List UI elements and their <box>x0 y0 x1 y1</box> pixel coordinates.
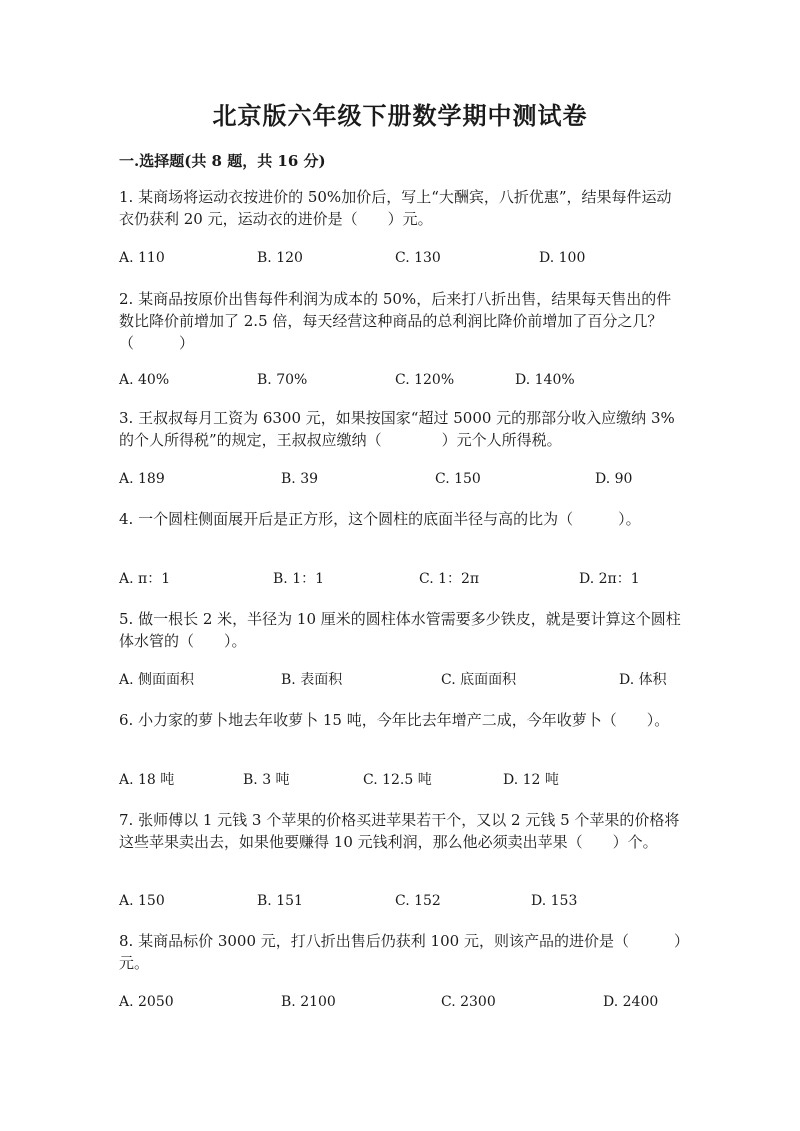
options-row <box>119 468 679 490</box>
options-row <box>119 991 679 1013</box>
question-text: 3. 王叔叔每月工资为 6300 元，如果按国家“超过 5000 元的那部分收入应缴纳 3%的个人所得税”的规定，王叔叔应缴纳（ ）元个人所得税。 <box>119 409 675 449</box>
options-row <box>119 369 679 391</box>
option-a: A. 40% <box>119 372 170 388</box>
options-row <box>119 890 679 912</box>
option-a: A. 侧面面积 <box>119 672 195 688</box>
question-text: 4. 一个圆柱侧面展开后是正方形，这个圆柱的底面半径与高的比为（ ）。 <box>119 510 641 528</box>
option-b: B. 2100 <box>281 994 336 1010</box>
option-b: B. 120 <box>257 250 303 266</box>
question-text: 7. 张师傅以 1 元钱 3 个苹果的价格买进苹果若干个，又以 2 元钱 5 个苹果的价格将这些苹果卖出去，如果他要赚得 10 元钱利润，那么他必须卖出苹果（ ）个。 <box>119 811 680 851</box>
options-row <box>119 769 679 791</box>
option-d: D. 12 吨 <box>503 772 559 788</box>
question-text: 6. 小力家的萝卜地去年收萝卜 15 吨，今年比去年增产二成，今年收萝卜（ ）。 <box>119 711 670 729</box>
section-heading: 一.选择题(共 8 题，共 16 分) <box>119 152 326 170</box>
option-d: D. 2400 <box>603 994 659 1010</box>
option-c: C. 150 <box>435 471 481 487</box>
option-c: C. 2300 <box>441 994 496 1010</box>
option-b: B. 表面积 <box>281 672 343 688</box>
option-a: A. 110 <box>119 250 165 266</box>
option-b: B. 3 吨 <box>243 772 290 788</box>
option-d: D. 体积 <box>619 672 667 688</box>
option-c: C. 12.5 吨 <box>363 772 432 788</box>
option-d: D. 153 <box>531 893 578 909</box>
option-a: A. 2050 <box>119 994 174 1010</box>
option-c: C. 152 <box>395 893 441 909</box>
option-c: C. 底面面积 <box>441 672 517 688</box>
question-text: 2. 某商品按原价出售每件利润为成本的 50%，后来打八折出售，结果每天售出的件数比降价前增加了 2.5 倍，每天经营这种商品的总利润比降价前增加了百分之几？（ ） <box>119 290 672 352</box>
option-c: C. 130 <box>395 250 441 266</box>
option-b: B. 39 <box>281 471 319 487</box>
option-b: B. 70% <box>257 372 308 388</box>
option-a: A. 150 <box>119 893 165 909</box>
option-a: A. π：1 <box>119 571 171 587</box>
options-row <box>119 247 679 269</box>
question-text: 8. 某商品标价 3000 元，打八折出售后仍获利 100 元，则该产品的进价是（ ）元。 <box>119 932 682 972</box>
option-d: D. 2π：1 <box>579 571 640 587</box>
option-d: D. 100 <box>539 250 586 266</box>
option-c: C. 120% <box>395 372 455 388</box>
exam-title: 北京版六年级下册数学期中测试卷 <box>212 101 588 130</box>
options-row <box>119 568 679 590</box>
option-d: D. 140% <box>515 372 575 388</box>
option-c: C. 1：2π <box>419 571 480 587</box>
option-a: A. 189 <box>119 471 165 487</box>
options-row <box>119 669 679 691</box>
question-text: 1. 某商场将运动衣按进价的 50%加价后，写上“大酬宾，八折优惠”，结果每件运动衣仍获利 20 元，运动衣的进价是（ ）元。 <box>119 188 672 228</box>
option-b: B. 151 <box>257 893 303 909</box>
option-b: B. 1：1 <box>273 571 325 587</box>
option-d: D. 90 <box>595 471 633 487</box>
option-a: A. 18 吨 <box>119 772 175 788</box>
question-text: 5. 做一根长 2 米，半径为 10 厘米的圆柱体水管需要多少铁皮，就是要计算这个圆柱体水管的（ ）。 <box>119 610 681 650</box>
